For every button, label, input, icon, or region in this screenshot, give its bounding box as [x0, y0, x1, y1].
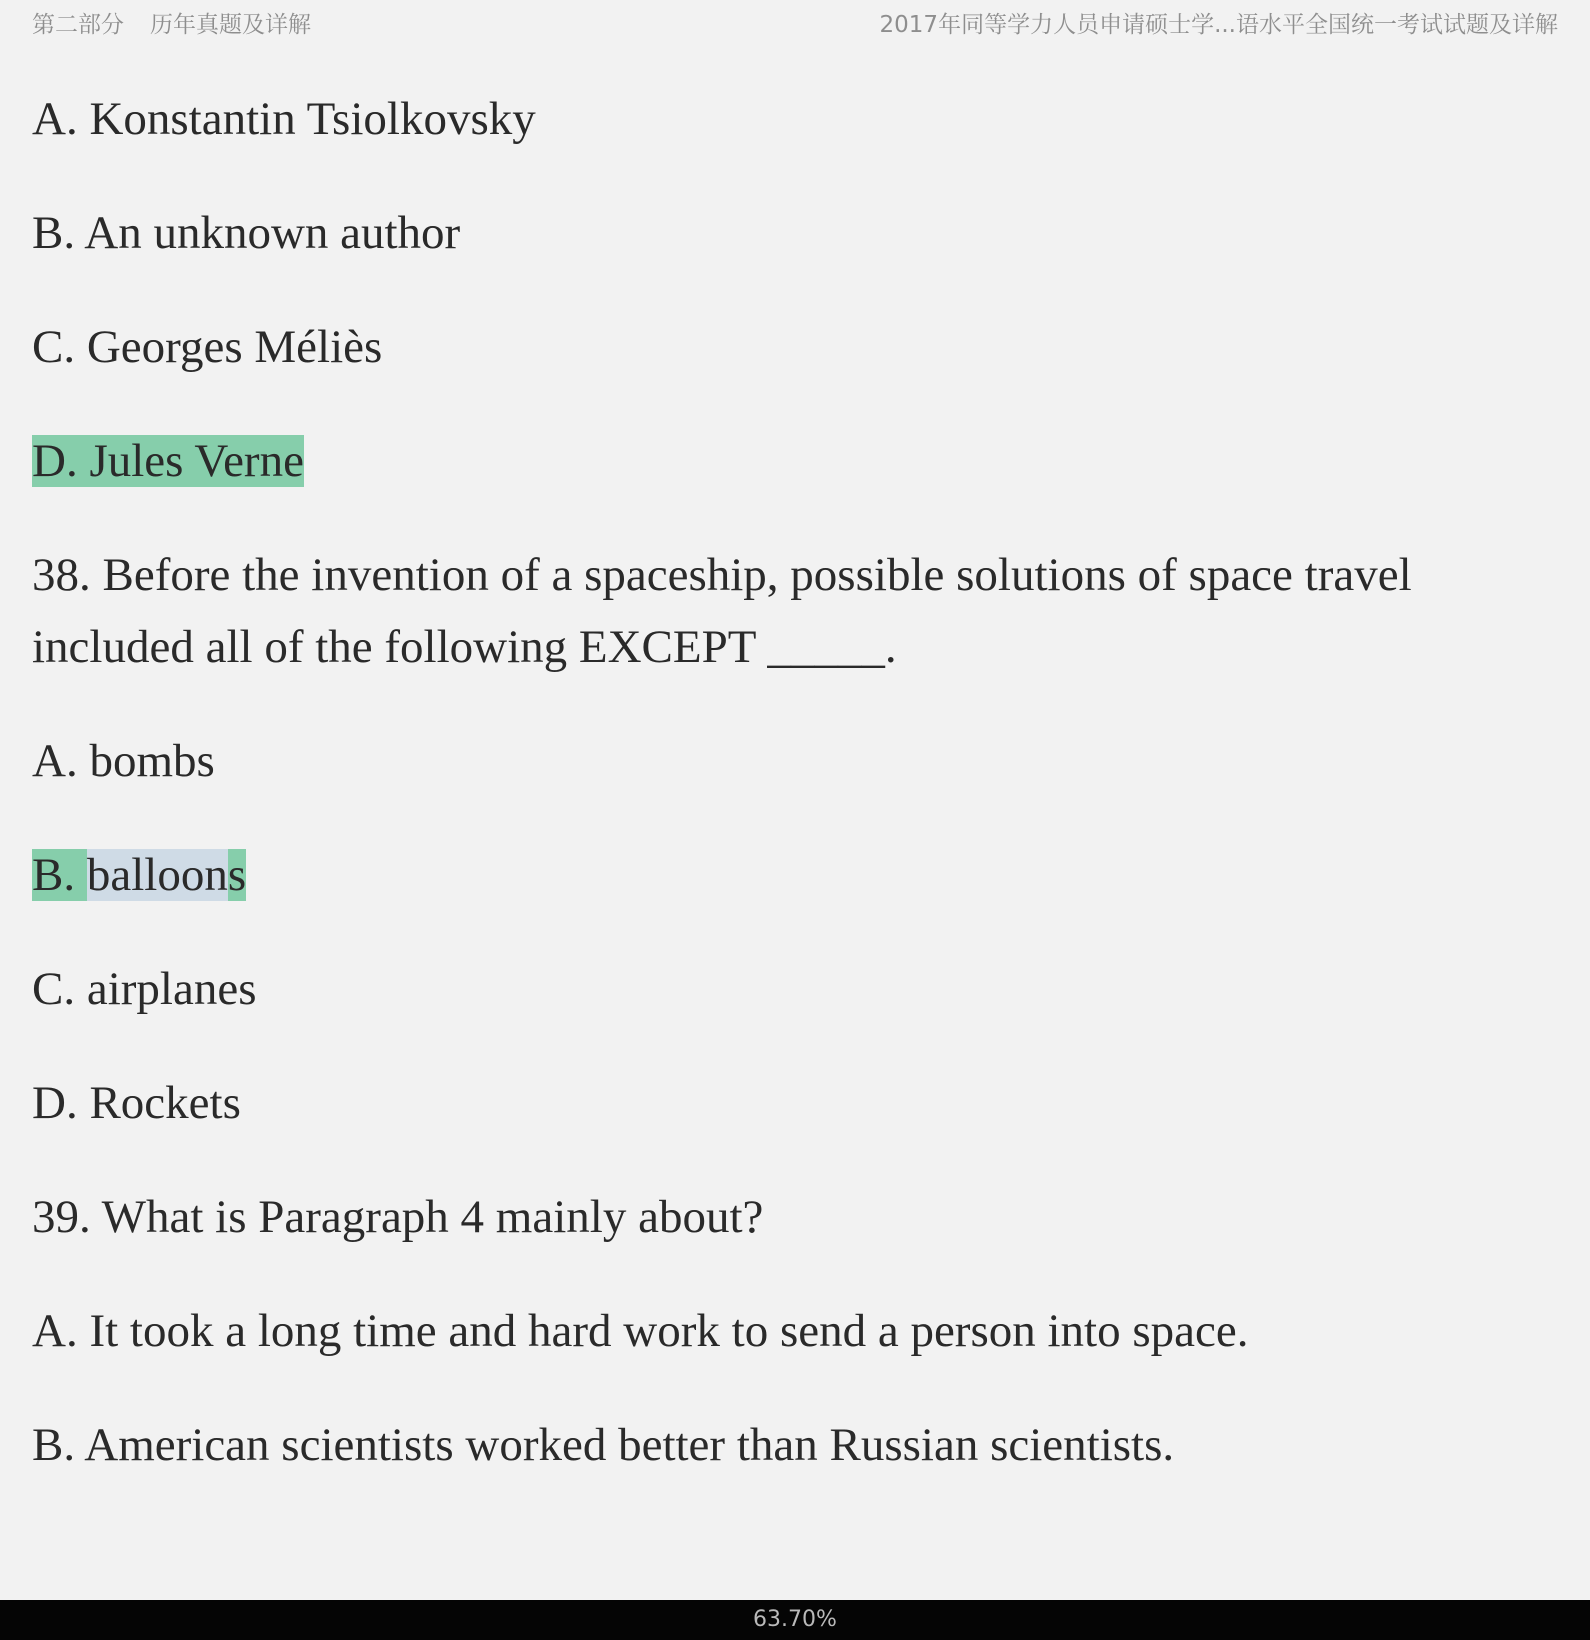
highlighted-answer[interactable]: D. Jules Verne — [32, 435, 304, 487]
q37-option-b[interactable]: B. An unknown author — [32, 207, 461, 259]
text-selection[interactable]: balloon — [86, 849, 228, 901]
q38-question-line-2[interactable]: included all of the following EXCEPT _____. — [32, 621, 897, 673]
q38-option-a[interactable]: A. bombs — [32, 735, 215, 787]
q39-option-b[interactable]: B. American scientists worked better than Russian scientists. — [32, 1419, 1175, 1471]
q39-option-a[interactable]: A. It took a long time and hard work to send a person into space. — [32, 1305, 1249, 1357]
q39-question[interactable]: 39. What is Paragraph 4 mainly about? — [32, 1191, 764, 1243]
q37-option-a[interactable]: A. Konstantin Tsiolkovsky — [32, 93, 536, 145]
q37-option-c[interactable]: C. Georges Méliès — [32, 321, 383, 373]
q38-question-line-1[interactable]: 38. Before the invention of a spaceship, possible solutions of space travel — [32, 549, 1412, 601]
q37-option-d[interactable] — [32, 433, 304, 489]
q38-option-c[interactable]: C. airplanes — [32, 963, 257, 1015]
q38-option-b[interactable] — [32, 847, 246, 903]
option-prefix: B. — [32, 849, 87, 901]
header-breadcrumb — [32, 6, 311, 39]
option-suffix: s — [227, 849, 247, 901]
section-label: 第二部分 — [32, 12, 124, 38]
book-title: 2017年同等学力人员申请硕士学...语水平全国统一考试试题及详解 — [879, 12, 1558, 38]
reader-footer — [0, 1600, 1590, 1640]
q38-option-d[interactable]: D. Rockets — [32, 1077, 241, 1129]
reading-progress: 63.70% — [753, 1607, 837, 1632]
chapter-label: 历年真题及详解 — [150, 12, 311, 38]
highlighted-answer[interactable] — [32, 849, 246, 901]
reader-header — [0, 0, 1590, 44]
